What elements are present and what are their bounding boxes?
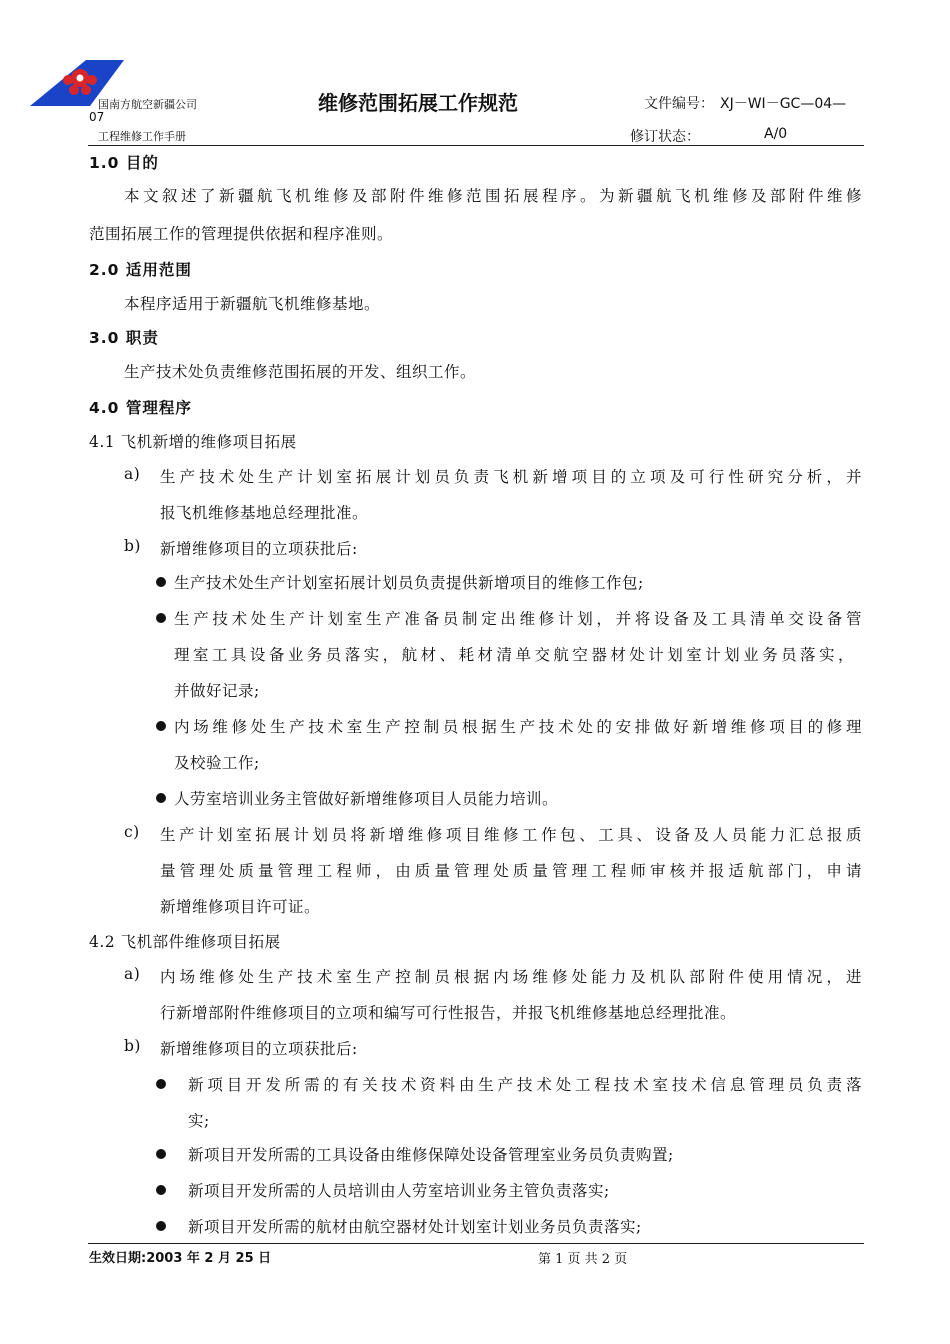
paragraph-line: 生产计划室拓展计划员将新增维修项目维修工作包、工具、设备及人员能力汇总报质	[160, 826, 862, 844]
page-number: 第 1 页 共 2 页	[538, 1252, 628, 1267]
list-item: 新项目开发所需的工具设备由维修保障处设备管理室业务员负责购置;	[188, 1146, 674, 1164]
list-item: 新项目开发所需的航材由航空器材处计划室计划业务员负责落实;	[188, 1218, 642, 1236]
paragraph-line: 生产技术处负责维修范围拓展的开发、组织工作。	[124, 363, 477, 381]
paragraph-line: 内场维修处生产技术室生产控制员根据内场维修处能力及机队部附件使用情况，进	[160, 968, 862, 986]
list-item: 理室工具设备业务员落实，航材、耗材清单交航空器材处计划室计划业务员落实，	[174, 646, 854, 664]
header-divider	[88, 145, 864, 146]
list-item: 实;	[188, 1112, 210, 1130]
item-label: b)	[124, 1037, 141, 1055]
doc-number-tail: 07	[89, 110, 105, 124]
subsection-title: 4.1 飞机新增的维修项目拓展	[89, 433, 297, 451]
paragraph-line: 新增维修项目的立项获批后:	[160, 540, 358, 558]
list-item: 新项目开发所需的有关技术资料由生产技术处工程技术室技术信息管理员负责落	[188, 1076, 862, 1094]
paragraph-line: 新增维修项目许可证。	[160, 898, 321, 916]
subsection-title: 4.2 飞机部件维修项目拓展	[89, 933, 281, 951]
doc-number-value: XJ－WI－GC—04—	[720, 96, 847, 112]
doc-number-label: 文件编号：	[644, 96, 714, 112]
list-item: 人劳室培训业务主管做好新增维修项目人员能力培训。	[174, 790, 559, 808]
section-heading: 2.0 适用范围	[89, 261, 192, 279]
footer-divider	[88, 1243, 864, 1244]
section-heading: 3.0 职责	[89, 329, 159, 347]
bullet-icon	[156, 793, 166, 803]
section-heading: 1.0 目的	[89, 154, 159, 172]
paragraph-line: 生产技术处生产计划室拓展计划员负责飞机新增项目的立项及可行性研究分析，并	[160, 468, 862, 486]
paragraph-line: 本文叙述了新疆航飞机维修及部附件维修范围拓展程序。为新疆航飞机维修及部附件维修	[124, 187, 862, 205]
bullet-icon	[156, 721, 166, 731]
bullet-icon	[156, 1221, 166, 1231]
list-item: 生产技术处生产计划室生产准备员制定出维修计划，并将设备及工具清单交设备管	[174, 610, 862, 628]
list-item: 生产技术处生产计划室拓展计划员负责提供新增项目的维修工作包;	[174, 574, 644, 592]
revision-label: 修订状态：	[630, 129, 700, 145]
list-item: 并做好记录;	[174, 682, 260, 700]
effective-date: 生效日期:2003 年 2 月 25 日	[89, 1251, 272, 1266]
section-heading: 4.0 管理程序	[89, 399, 192, 417]
paragraph-line: 范围拓展工作的管理提供依据和程序准则。	[89, 225, 394, 243]
bullet-icon	[156, 577, 166, 587]
item-label: a)	[124, 465, 141, 483]
bullet-icon	[156, 613, 166, 623]
list-item: 及校验工作;	[174, 754, 260, 772]
paragraph-line: 量管理处质量管理工程师，由质量管理处质量管理工程师审核并报适航部门，申请	[160, 862, 862, 880]
item-label: b)	[124, 537, 141, 555]
bullet-icon	[156, 1149, 166, 1159]
paragraph-line: 本程序适用于新疆航飞机维修基地。	[124, 295, 381, 313]
paragraph-line: 行新增部附件维修项目的立项和编写可行性报告，并报飞机维修基地总经理批准。	[160, 1004, 737, 1022]
bullet-icon	[156, 1079, 166, 1089]
revision-value: A/0	[764, 126, 788, 142]
paragraph-line: 新增维修项目的立项获批后:	[160, 1040, 358, 1058]
paragraph-line: 报飞机维修基地总经理批准。	[160, 504, 369, 522]
item-label: a)	[124, 965, 141, 983]
document-title: 维修范围拓展工作规范	[318, 91, 518, 115]
bullet-icon	[156, 1185, 166, 1195]
manual-name: 工程维修工作手册	[98, 130, 186, 143]
list-item: 新项目开发所需的人员培训由人劳室培训业务主管负责落实;	[188, 1182, 610, 1200]
list-item: 内场维修处生产技术室生产控制员根据生产技术处的安排做好新增维修项目的修理	[174, 718, 862, 736]
company-name: 国南方航空新疆公司	[98, 98, 197, 111]
item-label: c)	[124, 823, 140, 841]
